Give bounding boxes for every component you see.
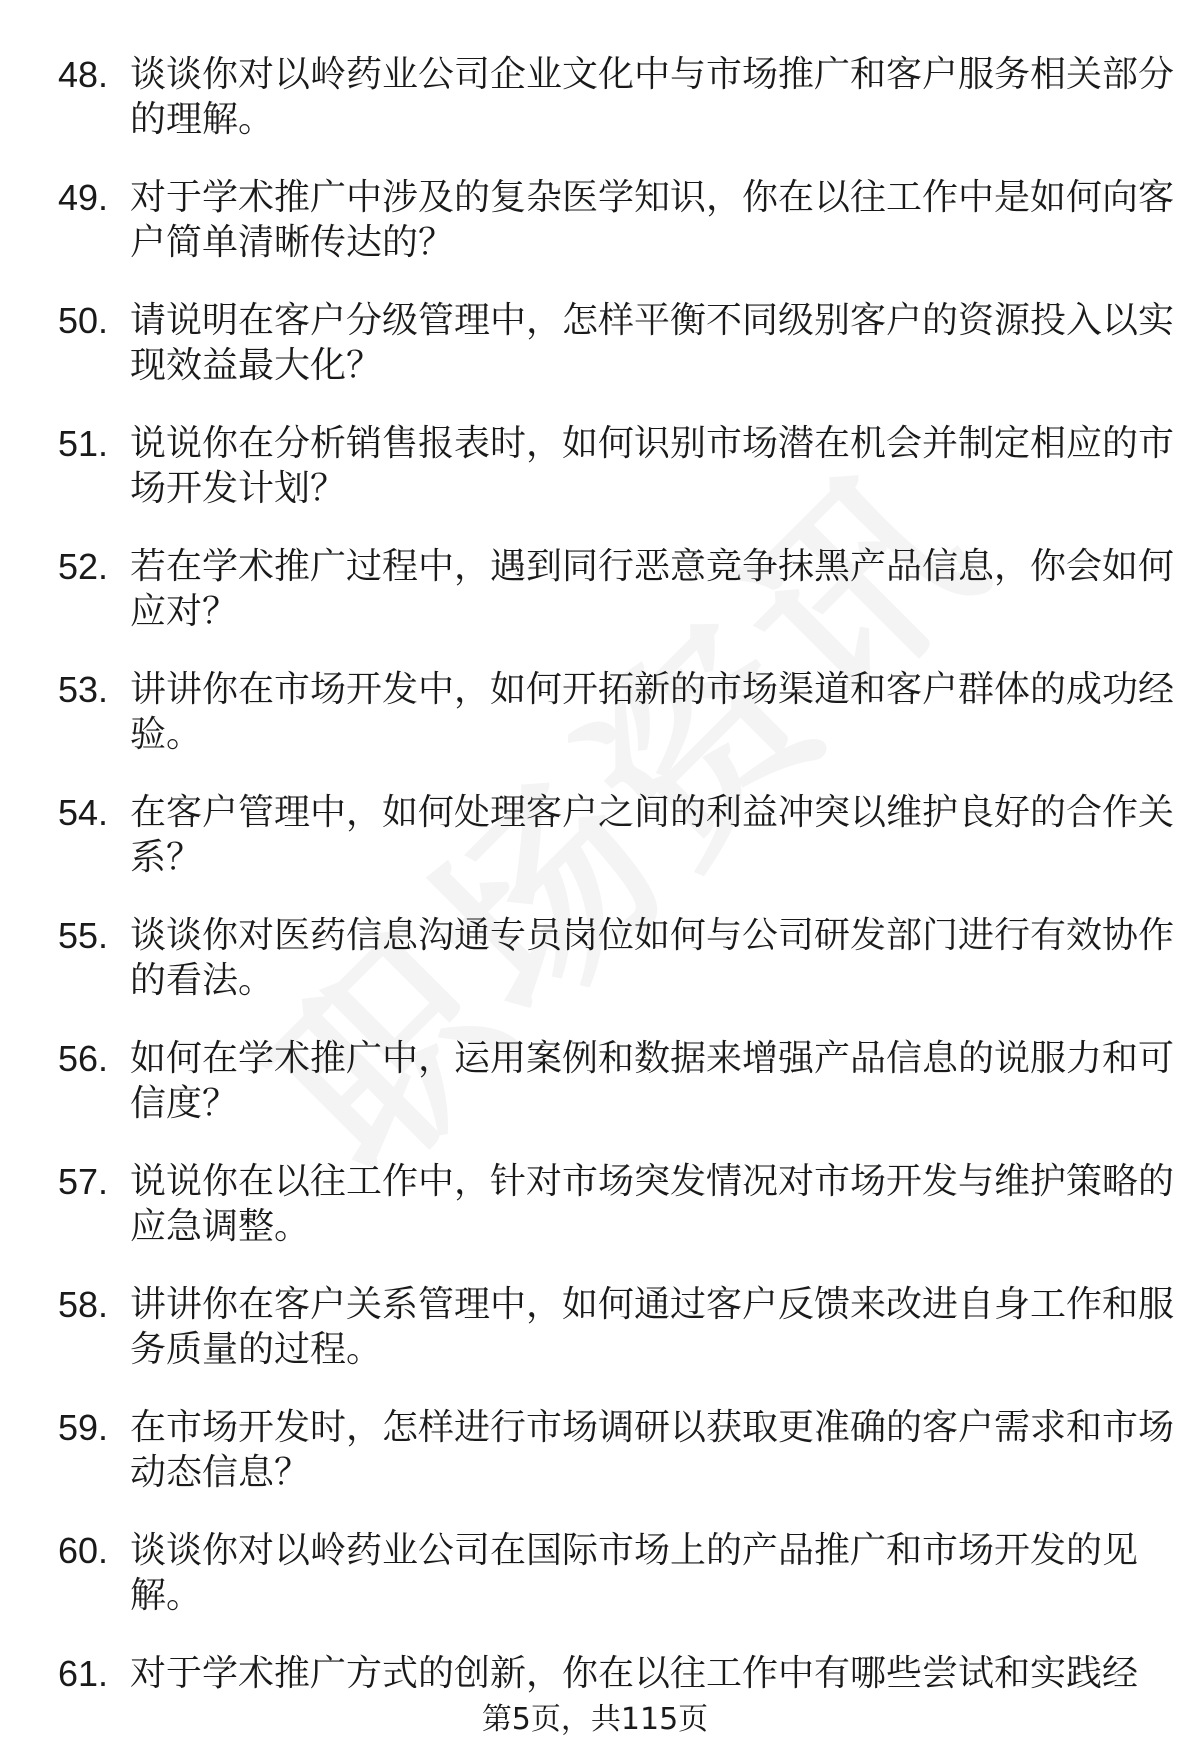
question-text: 谈谈你对医药信息沟通专员岗位如何与公司研发部门进行有效协作的看法。 xyxy=(130,915,1175,1001)
list-item xyxy=(58,913,1175,1036)
question-number: 60. xyxy=(58,1530,109,1571)
question-text: 对于学术推广方式的创新，你在以往工作中有哪些尝试和实践经 xyxy=(130,1653,1139,1694)
list-item xyxy=(58,175,1175,298)
question-text: 请说明在客户分级管理中，怎样平衡不同级别客户的资源投入以实现效益最大化？ xyxy=(130,300,1175,386)
list-item xyxy=(58,1282,1175,1405)
question-number: 52. xyxy=(58,546,109,587)
list-item xyxy=(58,421,1175,544)
question-text: 说说你在分析销售报表时，如何识别市场潜在机会并制定相应的市场开发计划？ xyxy=(130,423,1175,509)
question-text: 谈谈你对以岭药业公司在国际市场上的产品推广和市场开发的见解。 xyxy=(130,1530,1139,1616)
list-item xyxy=(58,790,1175,913)
question-number: 54. xyxy=(58,792,109,833)
list-item xyxy=(58,544,1175,667)
question-number: 55. xyxy=(58,915,109,956)
list-item xyxy=(58,667,1175,790)
question-number: 59. xyxy=(58,1407,109,1448)
question-number: 49. xyxy=(58,177,109,218)
question-text: 在市场开发时，怎样进行市场调研以获取更准确的客户需求和市场动态信息？ xyxy=(130,1407,1175,1493)
question-number: 57. xyxy=(58,1161,109,1202)
question-number: 61. xyxy=(58,1653,109,1694)
question-text: 在客户管理中，如何处理客户之间的利益冲突以维护良好的合作关系？ xyxy=(130,792,1175,878)
list-item xyxy=(58,1159,1175,1282)
question-text: 谈谈你对以岭药业公司企业文化中与市场推广和客户服务相关部分的理解。 xyxy=(130,54,1175,140)
question-number: 53. xyxy=(58,669,109,710)
question-list xyxy=(58,52,1175,1711)
page-footer: 第5页，共115页 xyxy=(481,1702,709,1737)
question-text: 讲讲你在客户关系管理中，如何通过客户反馈来改进自身工作和服务质量的过程。 xyxy=(130,1284,1175,1370)
question-text: 对于学术推广中涉及的复杂医学知识，你在以往工作中是如何向客户简单清晰传达的？ xyxy=(130,177,1175,263)
question-text: 说说你在以往工作中，针对市场突发情况对市场开发与维护策略的应急调整。 xyxy=(130,1161,1175,1247)
question-text: 如何在学术推广中，运用案例和数据来增强产品信息的说服力和可信度？ xyxy=(130,1038,1175,1124)
list-item xyxy=(58,1528,1148,1651)
list-item xyxy=(58,298,1175,421)
question-number: 56. xyxy=(58,1038,109,1079)
question-number: 48. xyxy=(58,54,109,95)
list-item xyxy=(58,1036,1175,1159)
list-item xyxy=(58,1405,1175,1528)
question-number: 58. xyxy=(58,1284,109,1325)
question-number: 50. xyxy=(58,300,109,341)
question-text: 若在学术推广过程中，遇到同行恶意竞争抹黑产品信息，你会如何应对？ xyxy=(130,546,1175,632)
question-number: 51. xyxy=(58,423,109,464)
list-item xyxy=(58,52,1175,175)
question-text: 讲讲你在市场开发中，如何开拓新的市场渠道和客户群体的成功经验。 xyxy=(130,669,1175,755)
